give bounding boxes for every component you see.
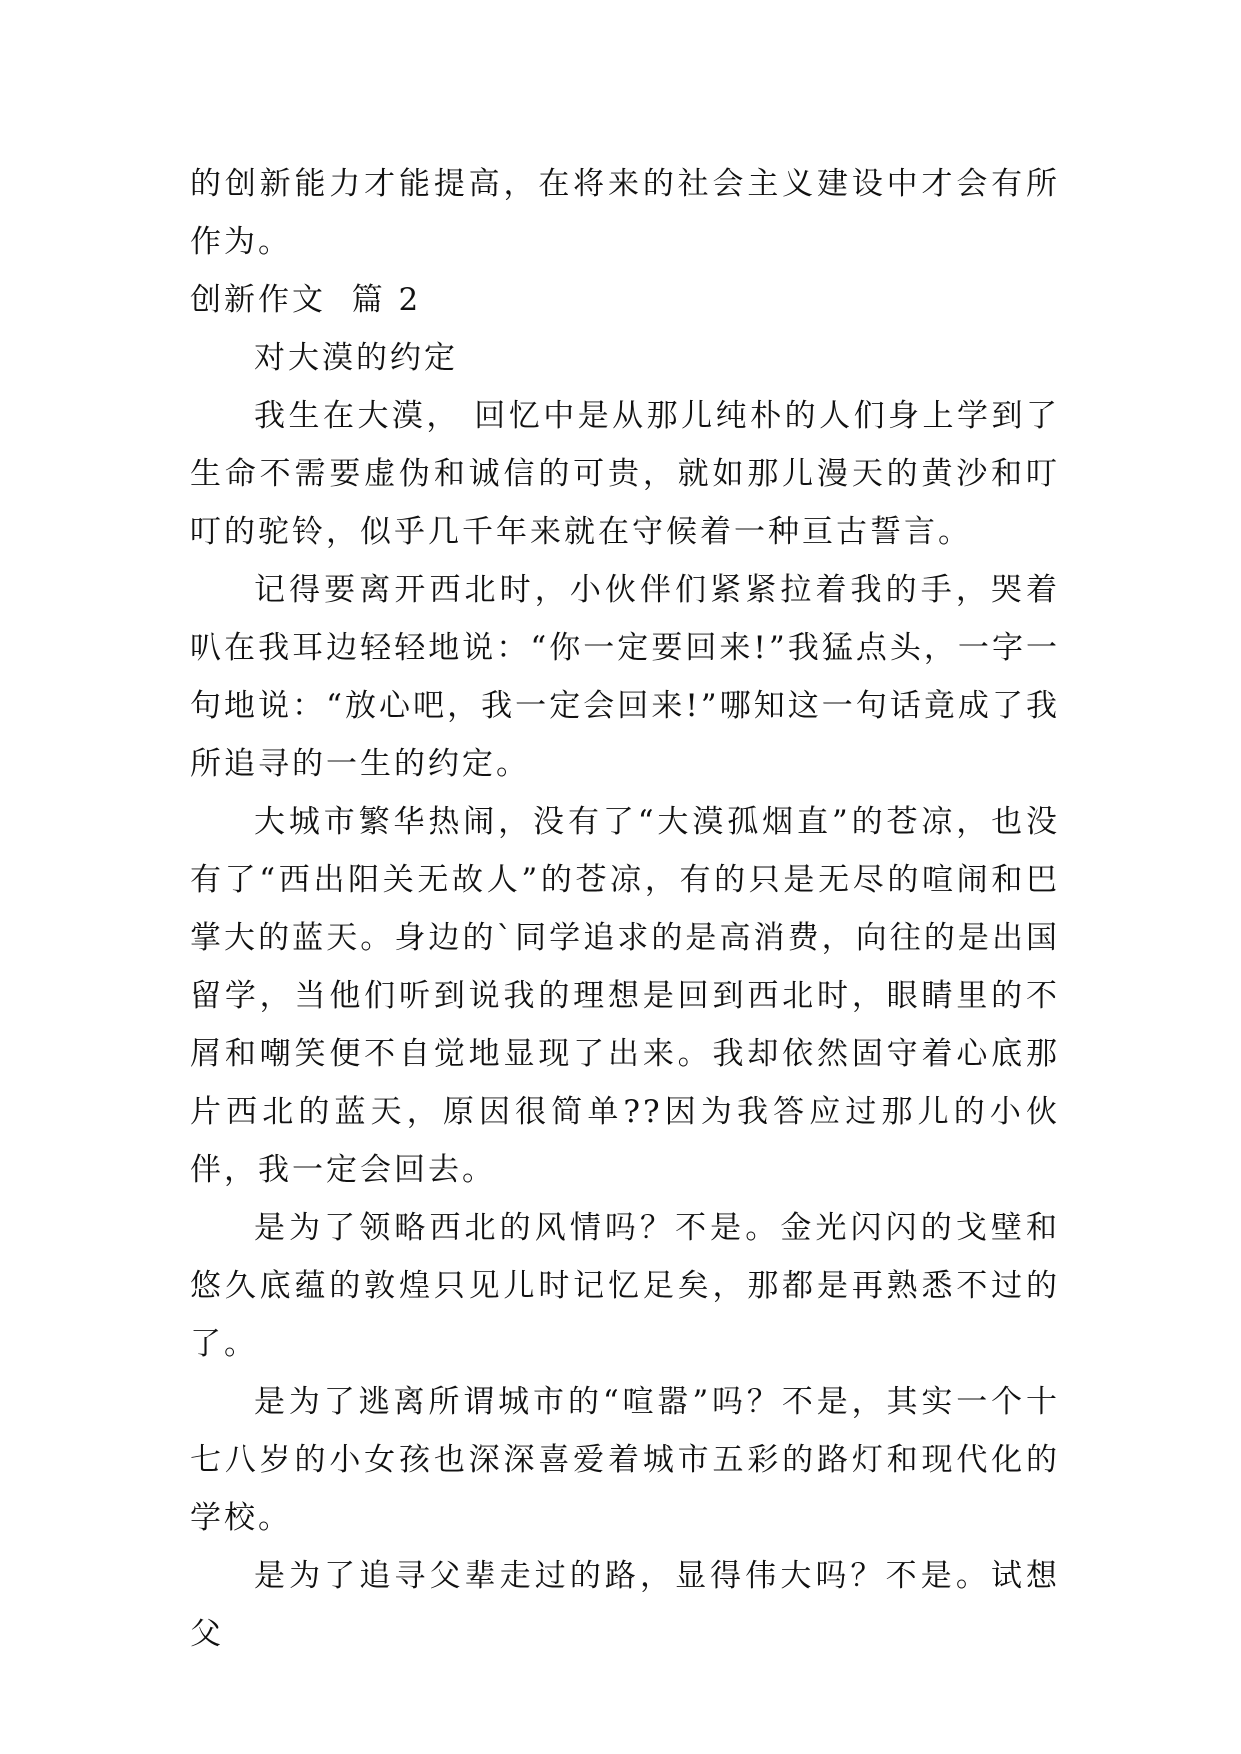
- paragraph-6: 是为了追寻父辈走过的路，显得伟大吗？不是。试想父: [190, 1558, 1060, 1652]
- section-heading: 创新作文 篇 2: [190, 282, 422, 318]
- paragraph-1: 我生在大漠， 回忆中是从那儿纯朴的人们身上学到了生命不需要虚伪和诚信的可贵，就如那儿漫天的黄沙和叮叮的驼铃，似乎几千年来就在守候着一种亘古誓言。: [190, 398, 1060, 550]
- paragraph-4: 是为了领略西北的风情吗？不是。金光闪闪的戈壁和悠久底蕴的敦煌只见儿时记忆足矣，那都是再熟悉不过的了。: [190, 1210, 1060, 1362]
- document-page: [190, 155, 1060, 1663]
- paragraph-5: 是为了逃离所谓城市的“喧嚣”吗？不是，其实一个十七八岁的小女孩也深深喜爱着城市五彩的路灯和现代化的学校。: [190, 1384, 1060, 1536]
- intro-paragraph: 的创新能力才能提高，在将来的社会主义建设中才会有所作为。: [190, 166, 1060, 260]
- paragraph-3: 大城市繁华热闹，没有了“大漠孤烟直”的苍凉，也没有了“西出阳关无故人”的苍凉，有的只是无尽的喧闹和巴掌大的蓝天。身边的`同学追求的是高消费，向往的是出国留学，当他们听到说我的理想是回到西北时，眼睛里的不屑和嘲笑便不自觉地显现了出来。我却依然固守着心底那片西北的蓝天，原因很简单??因为我答应过那儿的小伙伴，我一定会回去。: [190, 804, 1060, 1188]
- paragraph-2: 记得要离开西北时，小伙伴们紧紧拉着我的手，哭着叭在我耳边轻轻地说：“你一定要回来!”我猛点头，一字一句地说：“放心吧，我一定会回来!”哪知这一句话竟成了我所追寻的一生的约定。: [190, 572, 1060, 782]
- essay-title: 对大漠的约定: [254, 340, 458, 376]
